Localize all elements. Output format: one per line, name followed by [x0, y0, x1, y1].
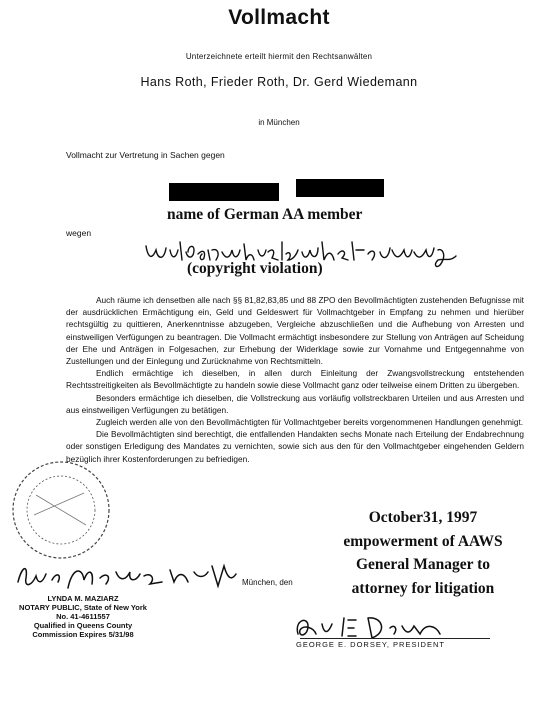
body-paragraph: Endlich ermächtige ich dieselben, in allen durch Einleitung der Zwangsvollstreckung entstehenden Rechtsstreitigkeiten als Bevollmächtigte zu handeln sowie diese Vollmacht ganz oder teilweise einem Dritten zu übergeben. [66, 368, 524, 391]
notary-county: Qualified in Queens County [33, 621, 133, 630]
wegen-label: wegen [66, 228, 92, 238]
body-paragraph: Besonders ermächtige ich dieselben, die Vollstreckung aus vorläufig vollstreckbaren Urteilen und aus Arresten und aus einstweiligen Verfügungen zu betätigen. [66, 392, 524, 415]
notary-seal-icon [6, 455, 116, 565]
redaction-bar [296, 179, 384, 197]
annotation-line: empowerment of AAWS [343, 532, 503, 550]
english-annotation [318, 506, 528, 600]
body-paragraph: Auch räume ich densetben alle nach §§ 81,82,83,85 und 88 ZPO den Bevollmächtigten zustehenden Befugnisse mit der ausdrücklichen Ermächtigung ein, Geld und Geldeswert für Vollmachtgeber in Empfang zu nehmen und hierüber rechtsgültig zu quittieren, Anerkenntnisse abzugeben, Vergleiche abzuschließen und die Aufhebung von Arresten und einstweiligen Verfügungen zu beantragen. Die Vollmacht ermächtigt insbesondere zur Stellung von Anträgen auf Scheidung der Ehe und Anträgen in Folgesachen, zur Erhebung der Widerklage sowie zur Vornahme und Entgegennahme von Zustellungen und der Einlegung und Zurücknahme von Rechtsmitteln. [66, 295, 524, 367]
notary-name: LYNDA M. MAZIARZ [47, 594, 119, 603]
notary-title: NOTARY PUBLIC, State of New York [19, 603, 147, 612]
notary-expiry: Commission Expires 5/31/98 [32, 630, 134, 639]
notary-number: No. 41-4611557 [56, 612, 110, 621]
notary-block [8, 594, 158, 639]
body-paragraph: Die Bevollmächtigten sind berechtigt, die entfallenden Handakten sechs Monate nach Erteilung der Endabrechnung oder sonstigen Erledigung des Mandates zu vernichten, sowie sich aus den für den Vollmachtgeber eingehenden Geldern bezüglich ihrer Kostenforderungen zu befriedigen. [66, 429, 524, 464]
vollmacht-line: Vollmacht zur Vertretung in Sachen gegen [66, 150, 225, 160]
signature-line [300, 638, 490, 639]
body-paragraph: Zugleich werden alle von den Bevollmächtigten für Vollmachtgeber bereits vorgenommenen Handlungen genehmigt. [96, 417, 524, 428]
reason-translation: (copyright violation) [187, 260, 323, 277]
redaction-bar [169, 183, 279, 201]
date-place-printed: München, den [242, 578, 293, 587]
annotation-line: General Manager to [355, 556, 490, 573]
city-line: in München [258, 118, 300, 127]
body-text [66, 294, 524, 465]
signer-name: GEORGE E. DORSEY, PRESIDENT [296, 640, 445, 649]
document-title: Vollmacht [228, 6, 330, 29]
annotation-line: October31, 1997 [368, 509, 478, 526]
attorney-names: Hans Roth, Frieder Roth, Dr. Gerd Wiedemann [140, 75, 418, 89]
annotation-line: attorney for litigation [351, 579, 495, 597]
date-line [242, 578, 293, 587]
intro-line: Unterzeichnete erteilt hiermit den Rechtsanwälten [185, 52, 373, 61]
notary-signature [12, 558, 242, 598]
member-annotation: name of German AA member [167, 206, 363, 223]
